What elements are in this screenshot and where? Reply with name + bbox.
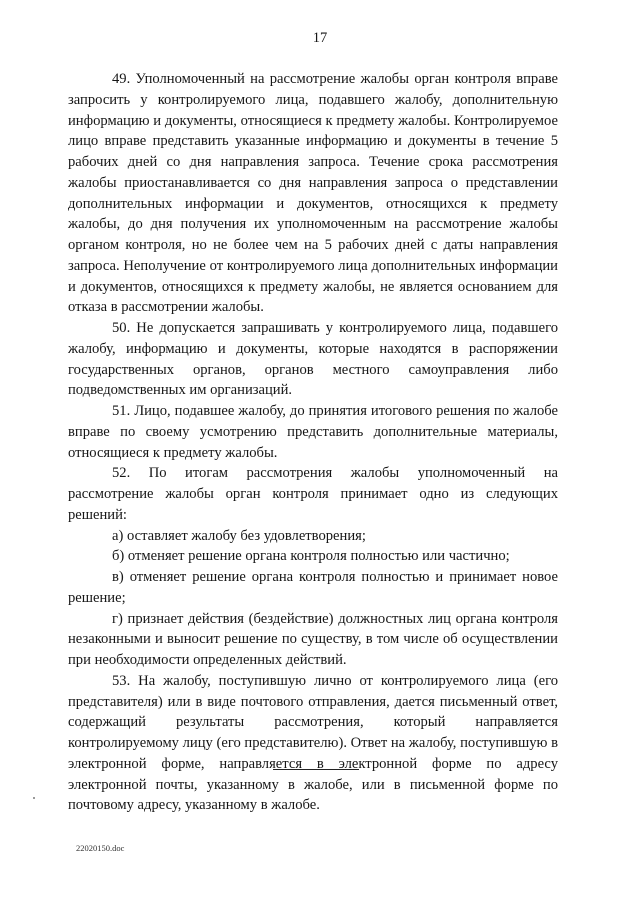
document-body	[68, 69, 558, 816]
list-item-v: в) отменяет решение органа контроля полностью и принимает новое решение;	[68, 569, 558, 606]
paragraph-52: 52. По итогам рассмотрения жалобы уполномоченный на рассмотрение жалобы орган контроля принимает одно из следующих решений:	[68, 465, 558, 523]
list-item-a: а) оставляет жалобу без удовлетворения;	[112, 527, 366, 544]
paragraph-50: 50. Не допускается запрашивать у контролируемого лица, подавшего жалобу, информацию и документы, которые находятся в распоряжении государственных органов, органов местного самоуправления либо подведомственных им организаций.	[68, 320, 558, 399]
list-item-b: б) отменяет решение органа контроля полностью или частично;	[112, 548, 510, 565]
scan-speck	[33, 797, 35, 799]
paragraph-51: 51. Лицо, подавшее жалобу, до принятия итогового решения по жалобе вправе по своему усмотрению представить дополнительные материалы, относящиеся к предмету жалобы.	[68, 403, 558, 461]
end-divider	[273, 769, 359, 770]
footer-file-code: 22020150.doc	[76, 843, 125, 853]
paragraph-49: 49. Уполномоченный на рассмотрение жалобы орган контроля вправе запросить у контролируемого лица, подавшего жалобу, дополнительную информацию и документы, относящиеся к предмету жалобы. Контролируемое лицо вправе представить указанные информацию и документы в течение 5 рабочих дней со дня направления запроса. Течение срока рассмотрения жалобы приостанавливается со дня направления запроса о представлении дополнительных информации и документов, относящихся к предмету жалобы, до дня получения их уполномоченным на рассмотрение жалобы органом контроля, но не более чем на 5 рабочих дней с даты направления запроса. Неполучение от контролируемого лица дополнительных информации и документов, относящихся к предмету жалобы, не является основанием для отказа в рассмотрении жалобы.	[68, 71, 558, 316]
paragraph-53: 53. На жалобу, поступившую лично от контролируемого лица (его представителя) или в виде почтового отправления, дается письменный ответ, содержащий результаты рассмотрения, который направляется контролируемому лицу (его представителю). Ответ на жалобу, поступившую в электронной форме, направляется в электронной форме по адресу электронной почты, указанному в жалобе, или в письменной форме по почтовому адресу, указанному в жалобе.	[68, 672, 558, 814]
page-number: 17	[312, 30, 328, 46]
list-item-g: г) признает действия (бездействие) должностных лиц органа контроля незаконными и выносит решение по существу, в том числе об осуществлении при необходимости определенных действий.	[68, 610, 558, 668]
